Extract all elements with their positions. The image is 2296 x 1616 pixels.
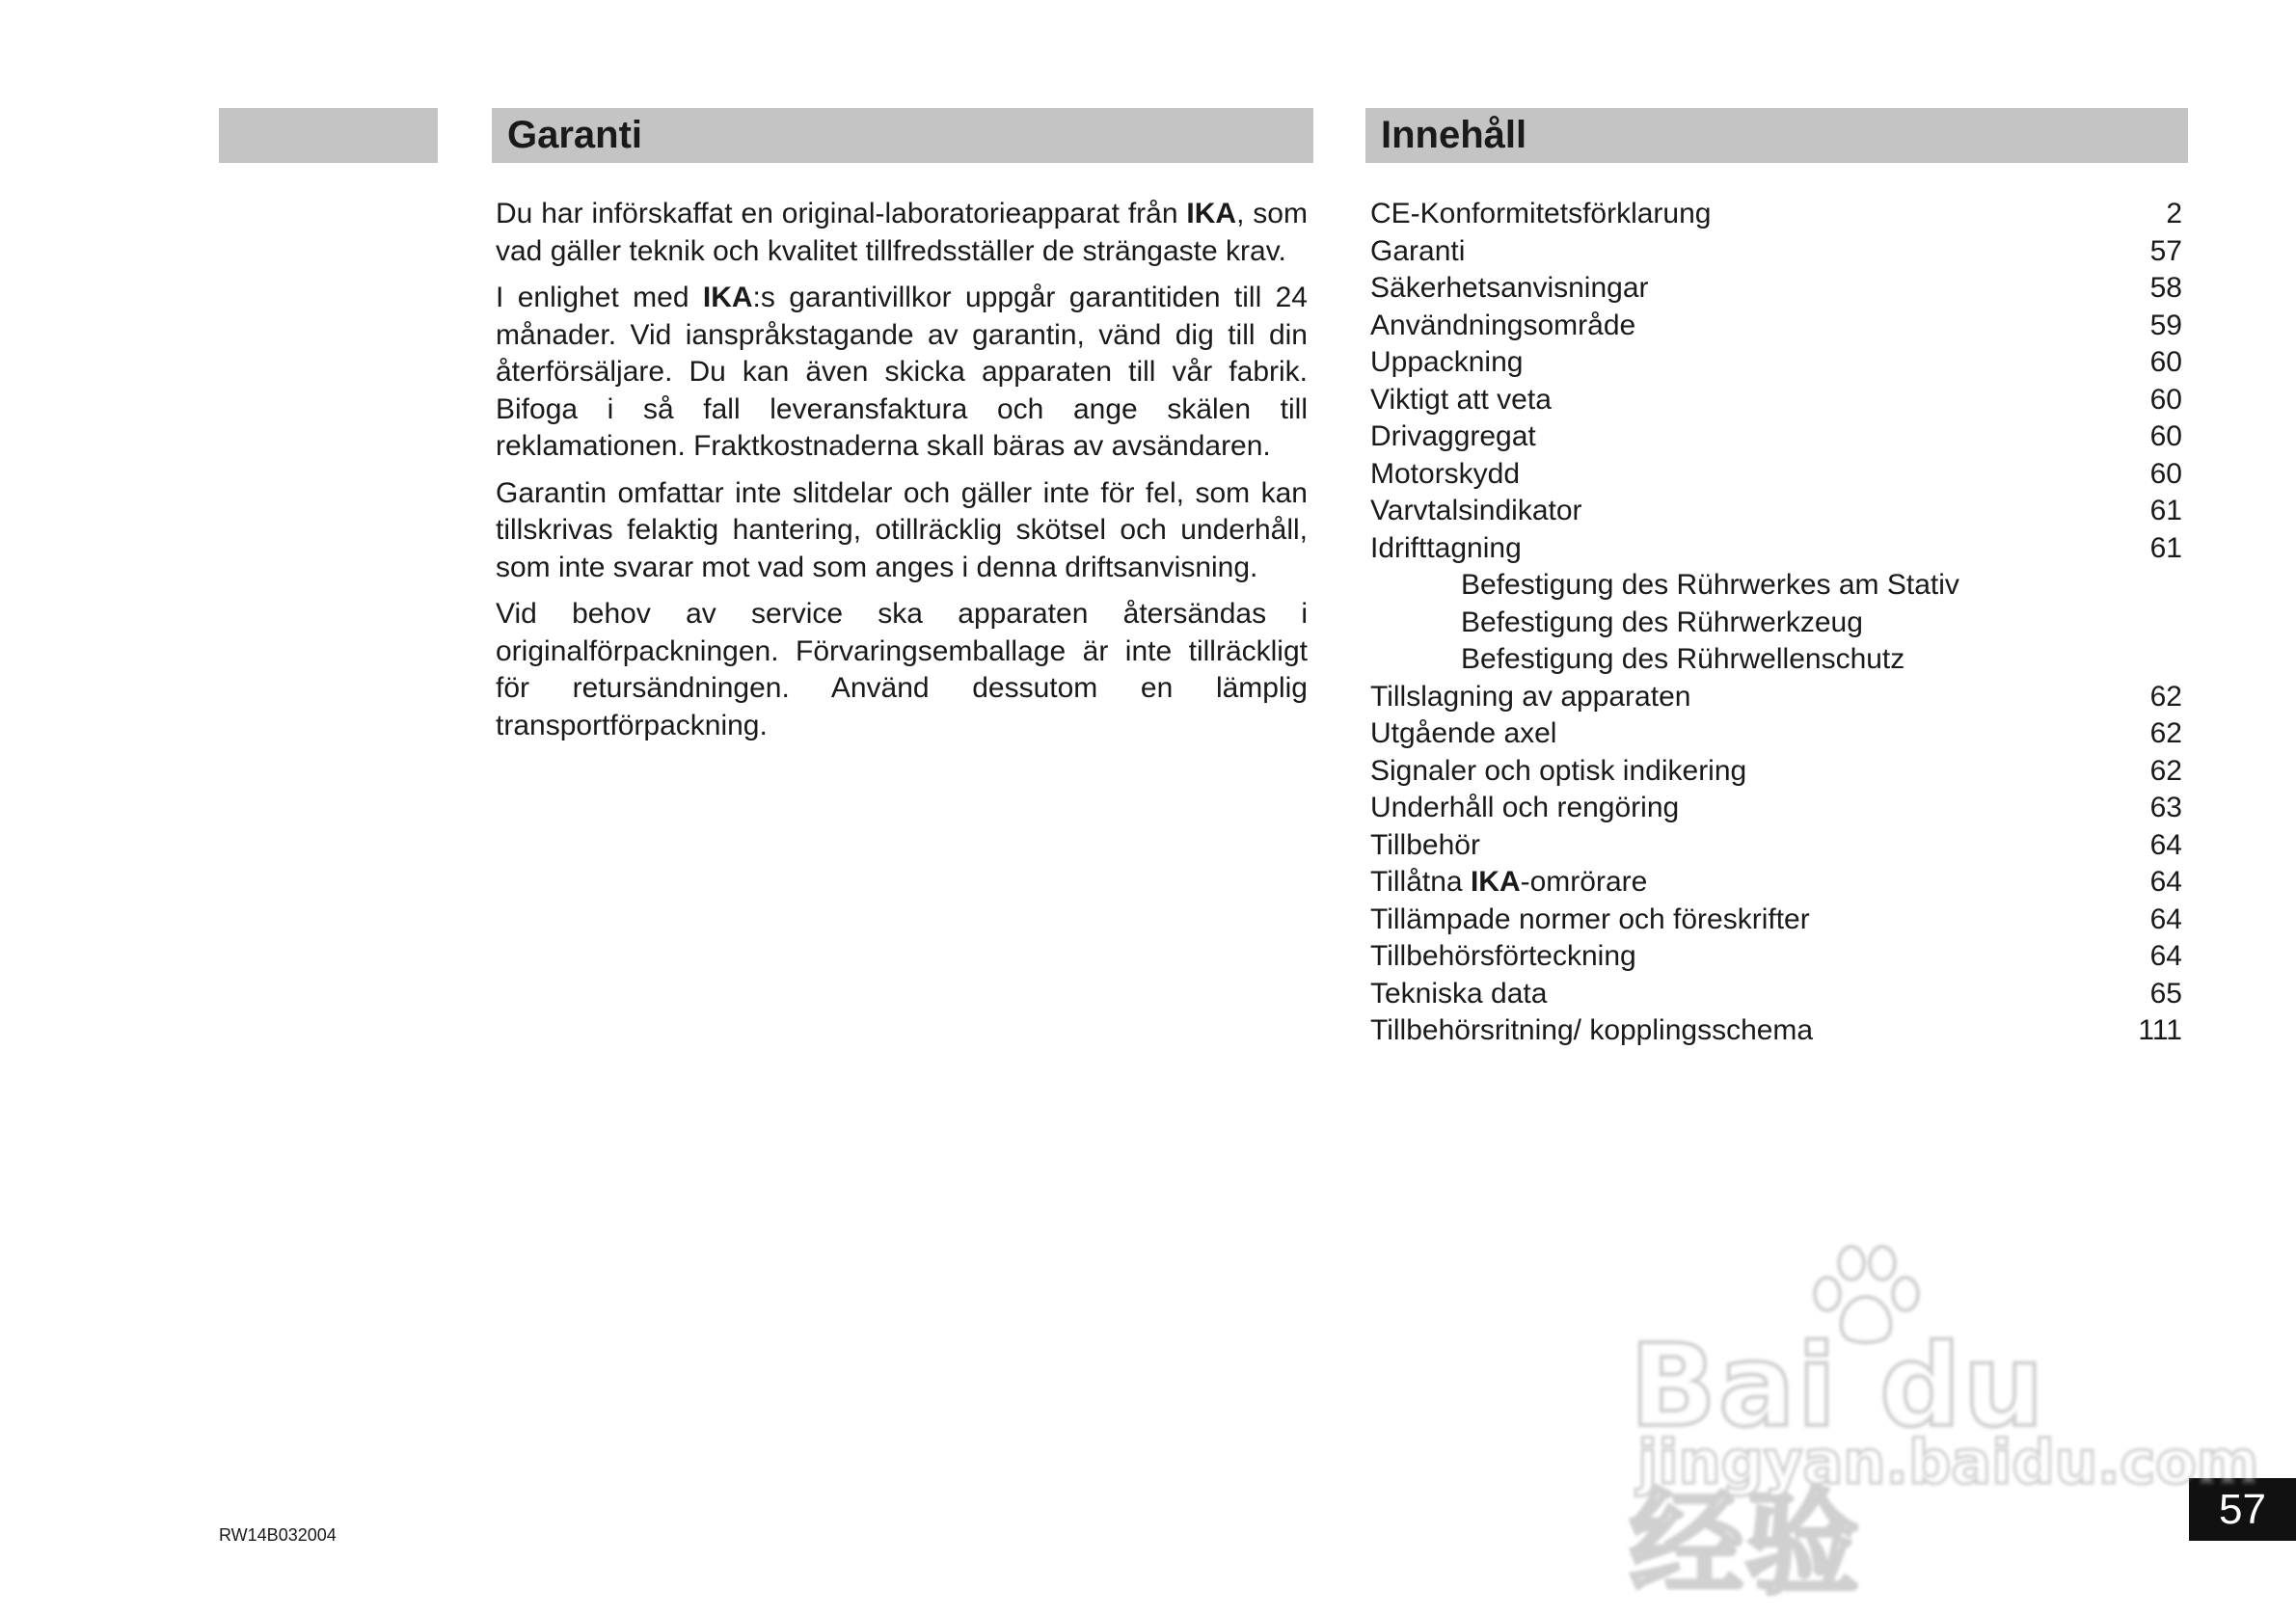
toc-entry[interactable]: Garanti 57: [1370, 234, 2182, 267]
toc-entry[interactable]: Idrifttagning 61: [1370, 531, 2182, 564]
toc-entry[interactable]: Drivaggregat 60: [1370, 420, 2182, 452]
toc-subentry[interactable]: Befestigung des Rührwellenschutz: [1461, 643, 1905, 675]
toc-entry[interactable]: Uppackning 60: [1370, 346, 2182, 378]
toc-entry[interactable]: Utgående axel 62: [1370, 717, 2182, 749]
toc-entry[interactable]: Säkerhetsanvisningar 58: [1370, 272, 2182, 304]
left-margin-bar: [219, 108, 438, 163]
brand-ika: IKA: [702, 282, 753, 313]
toc-entry[interactable]: Signaler och optisk indikering 62: [1370, 754, 2182, 787]
toc-entry[interactable]: Motorskydd 60: [1370, 457, 2182, 490]
garanti-paragraph-1: Du har införskaffat en original-laboratorieapparat från IKA, som vad gäller teknik och kvalitet tillfredsställer de strängaste krav.: [496, 198, 1308, 267]
table-of-contents: [1370, 196, 2182, 1050]
brand-ika: IKA: [1470, 866, 1521, 898]
garanti-text: [496, 196, 1308, 754]
toc-entry[interactable]: CE-Konformitetsförklarung 2: [1370, 198, 2182, 229]
garanti-header-bar: [492, 108, 1313, 163]
toc-subentry[interactable]: Befestigung des Rührwerkzeug: [1461, 606, 1863, 638]
contents-heading: Innehåll: [1381, 114, 1527, 156]
toc-entry[interactable]: Tillämpade normer och föreskrifter 64: [1370, 902, 2182, 935]
toc-entry[interactable]: Tekniska data 65: [1370, 977, 2182, 1010]
toc-entry[interactable]: Tillbehör 64: [1370, 828, 2182, 861]
toc-entry[interactable]: Viktigt att veta 60: [1370, 383, 2182, 416]
toc-entry[interactable]: Tillslagning av apparaten 62: [1370, 680, 2182, 713]
garanti-paragraph-4: Vid behov av service ska apparaten återsändas i originalförpackningen. Förvaringsemballage är inte tillräckligt för retursändningen. Använd dessutom en lämplig transportförpackning.: [496, 598, 1308, 741]
watermark-logo-text: Bai du 经验: [1630, 1319, 2046, 1610]
toc-entry[interactable]: Underhåll och rengöring 63: [1370, 792, 2182, 823]
brand-ika: IKA: [1186, 198, 1237, 229]
toc-subentry[interactable]: Befestigung des Rührwerkes am Stativ: [1461, 569, 1959, 601]
toc-entry[interactable]: Tillbehörsritning/ kopplingsschema 111: [1370, 1014, 2182, 1046]
contents-header-bar: [1365, 108, 2188, 163]
document-code: RW14B032004: [219, 1525, 337, 1545]
garanti-heading: Garanti: [507, 114, 643, 156]
watermark-url: jingyan.baidu.com: [1637, 1427, 2259, 1497]
page-number-badge: 57: [2189, 1478, 2296, 1541]
toc-entry[interactable]: Användningsområde 59: [1370, 309, 2182, 341]
garanti-paragraph-3: Garantin omfattar inte slitdelar och gäller inte för fel, som kan tillskrivas felaktig hantering, otillräcklig skötsel och underhåll, som inte svarar mot vad som anges i denna driftsanvisning.: [496, 476, 1308, 583]
toc-entry[interactable]: Tillbehörsförteckning 64: [1370, 940, 2182, 972]
toc-entry[interactable]: Tillåtna IKA-omrörare 64: [1370, 866, 2182, 898]
garanti-paragraph-2: I enlighet med IKA:s garantivillkor uppgår garantitiden till 24 månader. Vid ianspråkstagande av garantin, vänd dig till din återförsäljare. Du kan även skicka apparaten till vår fabrik. Bifoga i så fall leveransfaktura och ange skälen till reklamationen. Fraktkostnaderna skall bäras av avsändaren.: [496, 282, 1308, 462]
toc-entry[interactable]: Varvtalsindikator 61: [1370, 495, 2182, 526]
